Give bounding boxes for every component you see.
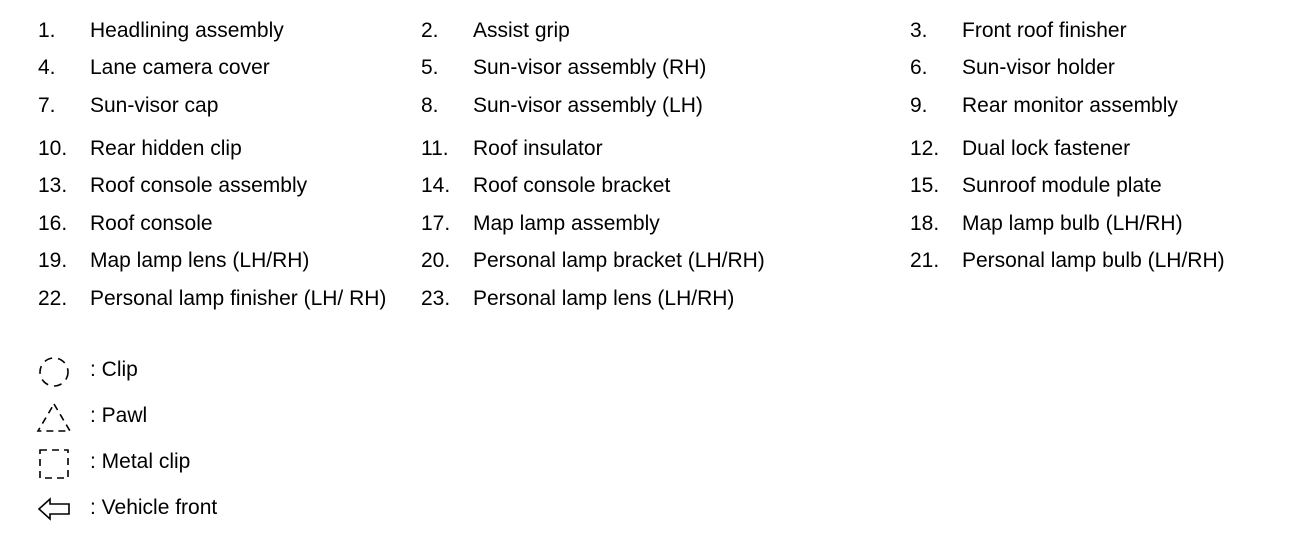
- dashed-circle-icon: [36, 354, 72, 388]
- part-name: Personal lamp bulb (LH/RH): [962, 249, 1225, 272]
- part-number: 20.: [421, 249, 451, 272]
- legend-label: : Pawl: [90, 404, 148, 427]
- part-number: 7.: [38, 94, 56, 117]
- dashed-triangle-icon: [36, 400, 72, 434]
- part-number: 22.: [38, 287, 68, 310]
- part-name: Rear hidden clip: [90, 137, 242, 160]
- part-name: Personal lamp bracket (LH/RH): [473, 249, 765, 272]
- part-name: Sun-visor assembly (RH): [473, 56, 707, 79]
- part-number: 1.: [38, 19, 56, 42]
- part-name: Sun-visor cap: [90, 94, 219, 117]
- part-name: Sunroof module plate: [962, 174, 1162, 197]
- parts-row: [0, 54, 1312, 82]
- part-name: Dual lock fastener: [962, 137, 1131, 160]
- part-number: 23.: [421, 287, 451, 310]
- part-number: 11.: [421, 137, 449, 160]
- part-number: 13.: [38, 174, 68, 197]
- legend-label: : Metal clip: [90, 450, 191, 473]
- part-name: Map lamp lens (LH/RH): [90, 249, 310, 272]
- part-number: 6.: [910, 56, 928, 79]
- part-name: Map lamp assembly: [473, 212, 660, 235]
- parts-row: [0, 172, 1312, 200]
- part-number: 14.: [421, 174, 451, 197]
- part-name: Personal lamp lens (LH/RH): [473, 287, 735, 310]
- legend-pawl: [36, 400, 336, 434]
- part-name: Assist grip: [473, 19, 570, 42]
- legend-metal-clip: [36, 446, 336, 480]
- part-number: 18.: [910, 212, 940, 235]
- part-name: Personal lamp finisher (LH/ RH): [90, 287, 387, 310]
- parts-row: [0, 285, 1312, 313]
- part-number: 8.: [421, 94, 439, 117]
- parts-row: [0, 17, 1312, 45]
- part-name: Roof console assembly: [90, 174, 308, 197]
- part-name: Roof console bracket: [473, 174, 671, 197]
- part-number: 5.: [421, 56, 439, 79]
- part-number: 15.: [910, 174, 940, 197]
- part-number: 19.: [38, 249, 68, 272]
- part-name: Sun-visor assembly (LH): [473, 94, 703, 117]
- part-name: Headlining assembly: [90, 19, 284, 42]
- part-number: 12.: [910, 137, 940, 160]
- legend-vehicle-front: [36, 492, 336, 526]
- parts-row: [0, 92, 1312, 120]
- part-name: Rear monitor assembly: [962, 94, 1178, 117]
- part-name: Roof insulator: [473, 137, 603, 160]
- part-number: 9.: [910, 94, 928, 117]
- part-number: 2.: [421, 19, 439, 42]
- part-name: Sun-visor holder: [962, 56, 1115, 79]
- part-name: Map lamp bulb (LH/RH): [962, 212, 1183, 235]
- parts-row: [0, 210, 1312, 238]
- part-number: 21.: [910, 249, 940, 272]
- part-number: 10.: [38, 137, 68, 160]
- left-arrow-outline-icon: [36, 492, 72, 526]
- legend-label: : Clip: [90, 358, 138, 381]
- part-name: Front roof finisher: [962, 19, 1127, 42]
- legend-label: : Vehicle front: [90, 496, 218, 519]
- dashed-square-icon: [36, 446, 72, 480]
- parts-row: [0, 135, 1312, 163]
- part-number: 16.: [38, 212, 68, 235]
- part-number: 4.: [38, 56, 56, 79]
- legend-clip: [36, 354, 336, 388]
- parts-row: [0, 247, 1312, 275]
- part-number: 3.: [910, 19, 928, 42]
- part-name: Roof console: [90, 212, 213, 235]
- part-number: 17.: [421, 212, 451, 235]
- part-name: Lane camera cover: [90, 56, 270, 79]
